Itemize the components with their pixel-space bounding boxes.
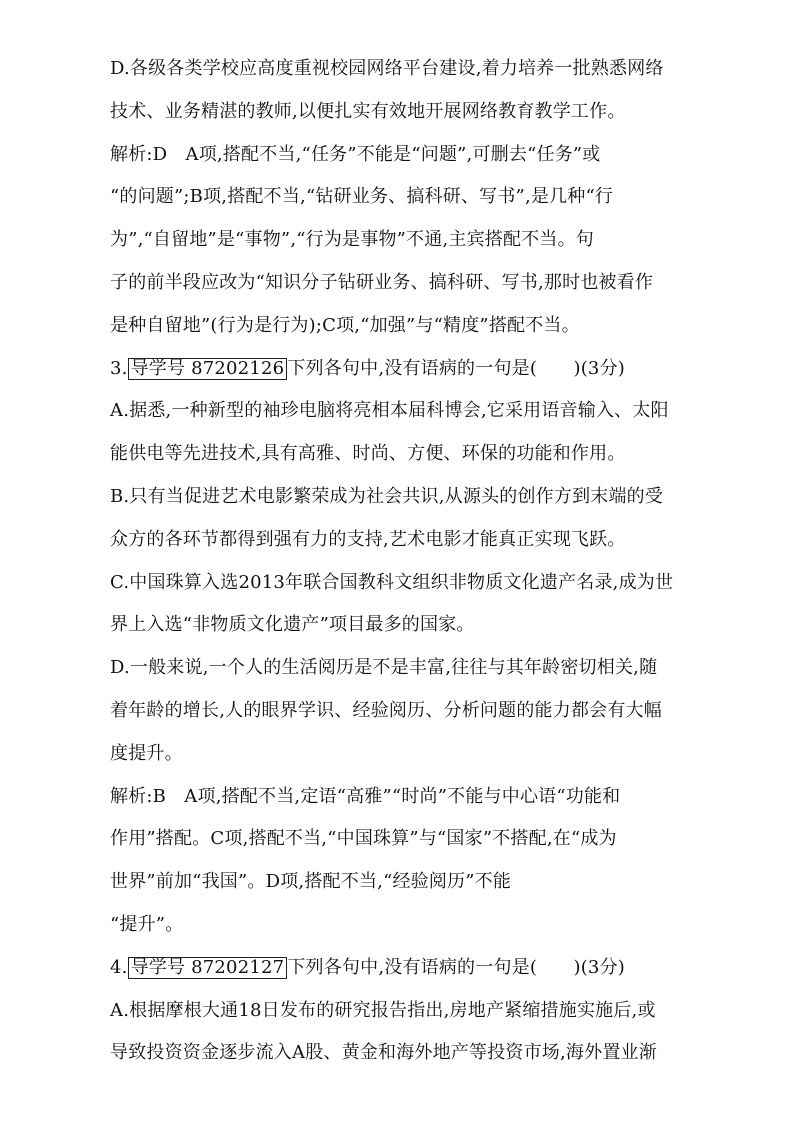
- q2-analysis-line-5: 是种自留地”(行为是行为);C项,“加强”与“精度”搭配不当。: [110, 314, 580, 336]
- q2-analysis-line-4: 子的前半段应改为“知识分子钻研业务、搞科研、写书,那时也被看作: [110, 271, 654, 293]
- q2-analysis-line-3: 为”,“自留地”是“事物”,“行为是事物”不通,主宾搭配不当。句: [110, 229, 594, 251]
- q3-analysis-line: “提升”。: [110, 913, 184, 935]
- q3-option-line: A.据悉,一种新型的袖珍电脑将亮相本届科博会,它采用语音输入、太阳: [110, 400, 669, 422]
- q3-analysis-line: 作用”搭配。C项,搭配不当,“中国珠算”与“国家”不搭配,在“成为: [110, 828, 617, 850]
- q2-analysis-line-2: “的问题”;B项,搭配不当,“钻研业务、搞科研、写书”,是几种“行: [110, 186, 614, 208]
- q4-guide-number-box: 导学号 87202127: [128, 957, 288, 979]
- q4-number: 4.: [110, 956, 128, 978]
- q3-option-line: 能供电等先进技术,具有高雅、时尚、方便、环保的功能和作用。: [110, 443, 626, 465]
- q3-option-line: 众方的各环节都得到强有力的支持,艺术电影才能真正实现飞跃。: [110, 528, 626, 550]
- q2-option-d-line-2: 技术、业务精湛的教师,以便扎实有效地开展网络教育教学工作。: [110, 100, 626, 122]
- q3-option-line: 度提升。: [110, 742, 183, 764]
- q3-option-line: C.中国珠算入选2013年联合国教科文组织非物质文化遗产名录,成为世: [110, 571, 674, 593]
- q3-option-line: 界上入选“非物质文化遗产”项目最多的国家。: [110, 614, 475, 636]
- q3-stem-line: [110, 358, 690, 380]
- q4-stem: 下列各句中,没有语病的一句是( )(3分): [287, 956, 625, 978]
- document-page: [110, 58, 690, 1085]
- q2-option-d-line-1: D.各级各类学校应高度重视校园网络平台建设,着力培养一批熟悉网络: [110, 58, 664, 79]
- q4-option-line: 导致投资资金逐步流入A股、黄金和海外地产等投资市场,海外置业渐: [110, 1042, 657, 1064]
- q3-option-line: B.只有当促进艺术电影繁荣成为社会共识,从源头的创作方到末端的受: [110, 485, 664, 507]
- q3-stem: 下列各句中,没有语病的一句是( )(3分): [287, 357, 625, 379]
- q3-guide-number-box: 导学号 87202126: [128, 358, 288, 380]
- q3-number: 3.: [110, 357, 128, 379]
- q3-analysis-line: 解析:B A项,搭配不当,定语“高雅”“时尚”不能与中心语“功能和: [110, 785, 621, 807]
- q3-analysis-line: 世界”前加“我国”。D项,搭配不当,“经验阅历”不能: [110, 871, 512, 893]
- q3-option-line: D.一般来说,一个人的生活阅历是不是丰富,往往与其年龄密切相关,随: [110, 657, 658, 679]
- q4-stem-line: [110, 957, 690, 979]
- q2-analysis-line-1: 解析:D A项,搭配不当,“任务”不能是“问题”,可删去“任务”或: [110, 143, 601, 165]
- q4-option-line: A.根据摩根大通18日发布的研究报告指出,房地产紧缩措施实施后,或: [110, 999, 656, 1021]
- q3-option-line: 着年龄的增长,人的眼界学识、经验阅历、分析问题的能力都会有大幅: [110, 699, 662, 721]
